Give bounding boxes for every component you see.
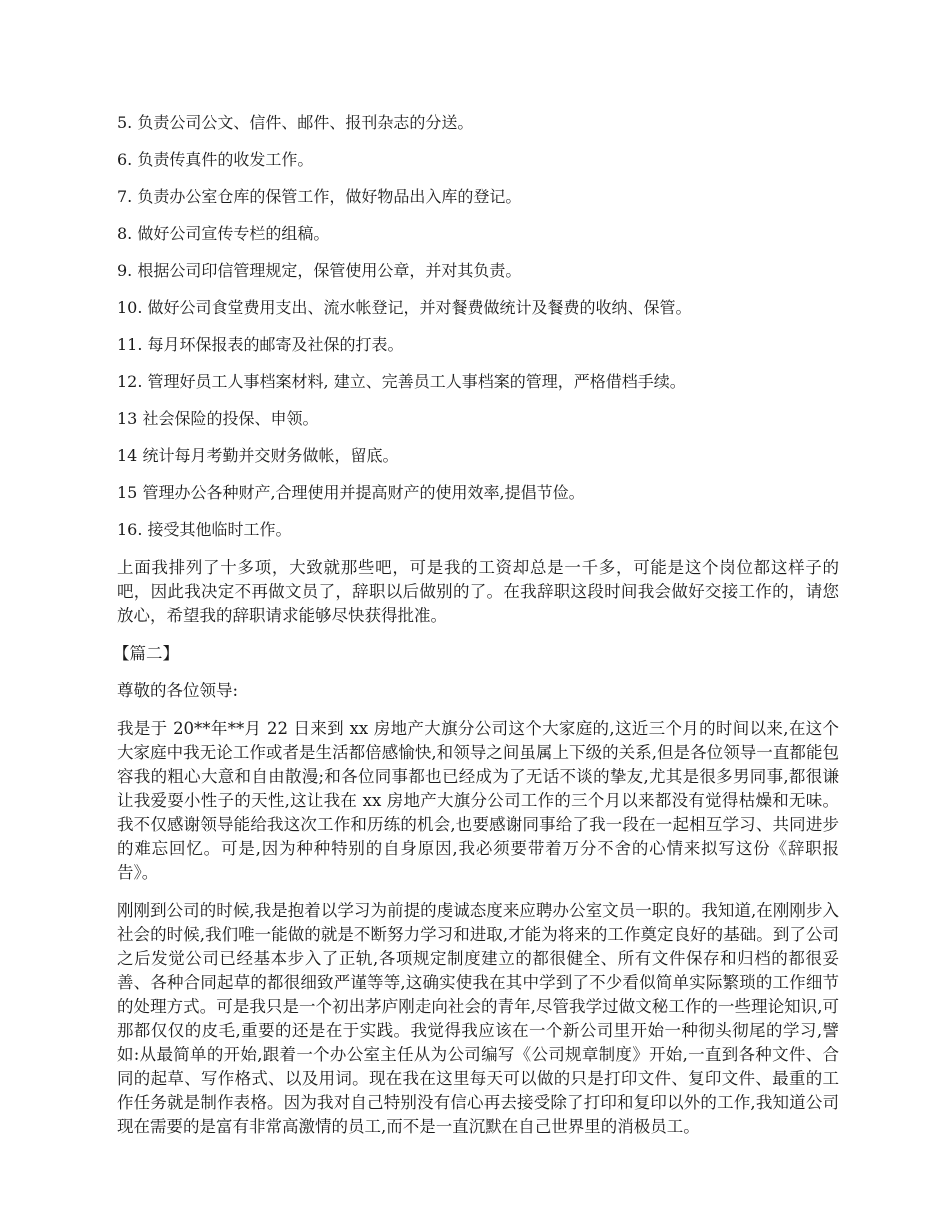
duty-item-8: 8. 做好公司宣传专栏的组稿。	[117, 224, 330, 243]
closing-paragraph: 上面我排列了十多项，大致就那些吧，可是我的工资却总是一千多，可能是这个岗位都这样子的吧，因此我决定不再做文员了，辞职以后做别的了。在我辞职这段时间我会做好交接工作的，请您放心，希望我的辞职请求能够尽快获得批准。	[117, 558, 839, 625]
body-paragraph-1: 我是于 20**年**月 22 日来到 xx 房地产大旗分公司这个大家庭的,这近三个月的时间以来,在这个大家庭中我无论工作或者是生活都倍感愉快,和领导之间虽属上下级的关系,但是各位领导一直都能包容我的粗心大意和自由散漫;和各位同事都也已经成为了无话不谈的挚友,尤其是很多男同事,都很谦让我爱耍小性子的天性,这让我在 xx 房地产大旗分公司工作的三个月以来都没有觉得枯燥和无味。我不仅感谢领导能给我这次工作和历练的机会,也要感谢同事给了我一段在一起相互学习、共同进步的难忘回忆。可是,因为种种特别的自身原因,我必须要带着万分不舍的心情来拟写这份《辞职报告》。	[117, 719, 839, 882]
duty-item-14: 14 统计每月考勤并交财务做帐，留底。	[117, 446, 399, 465]
duty-item-15: 15 管理办公各种财产,合理使用并提高财产的使用效率,提倡节俭。	[117, 483, 585, 502]
duty-item-5: 5. 负责公司公文、信件、邮件、报刊杂志的分送。	[117, 113, 474, 132]
duty-item-6: 6. 负责传真件的收发工作。	[117, 150, 314, 169]
duty-item-7: 7. 负责办公室仓库的保管工作，做好物品出入库的登记。	[117, 187, 522, 206]
duty-item-11: 11. 每月环保报表的邮寄及社保的打表。	[117, 335, 404, 354]
duty-item-16: 16. 接受其他临时工作。	[117, 520, 292, 539]
duty-item-10: 10. 做好公司食堂费用支出、流水帐登记，并对餐费做统计及餐费的收纳、保管。	[117, 298, 692, 317]
duty-item-12: 12. 管理好员工人事档案材料, 建立、完善员工人事档案的管理，严格借档手续。	[117, 372, 686, 391]
body-paragraph-2: 刚刚到公司的时候,我是抱着以学习为前提的虔诚态度来应聘办公室文员一职的。我知道,在刚刚步入社会的时候,我们唯一能做的就是不断努力学习和进取,才能为将来的工作奠定良好的基础。到了公司之后发觉公司已经基本步入了正轨,各项规定制度建立的都很健全、所有文件保存和归档的都很妥善、各种合同起草的都很细致严谨等等,这确实使我在其中学到了不少看似简单实际繁琐的工作细节的处理方式。可是我只是一个初出茅庐刚走向社会的青年,尽管我学过做文秘工作的一些理论知识,可那都仅仅的皮毛,重要的还是在于实践。我觉得我应该在一个新公司里开始一种彻头彻尾的学习,譬如:从最简单的开始,跟着一个办公室主任从为公司编写《公司规章制度》开始,一直到各种文件、合同的起草、写作格式、以及用词。现在我在这里每天可以做的只是打印文件、复印文件、最重的工作任务就是制作表格。因为我对自己特别没有信心再去接受除了打印和复印以外的工作,我知道公司现在需要的是富有非常高激情的员工,而不是一直沉默在自己世界里的消极员工。	[117, 901, 839, 1136]
duty-item-13: 13 社会保险的投保、申领。	[117, 409, 319, 428]
duty-item-9: 9. 根据公司印信管理规定，保管使用公章，并对其负责。	[117, 261, 522, 280]
document-page	[113, 112, 839, 1153]
section-heading: 【篇二】	[113, 644, 179, 663]
salutation: 尊敬的各位领导:	[117, 681, 239, 700]
